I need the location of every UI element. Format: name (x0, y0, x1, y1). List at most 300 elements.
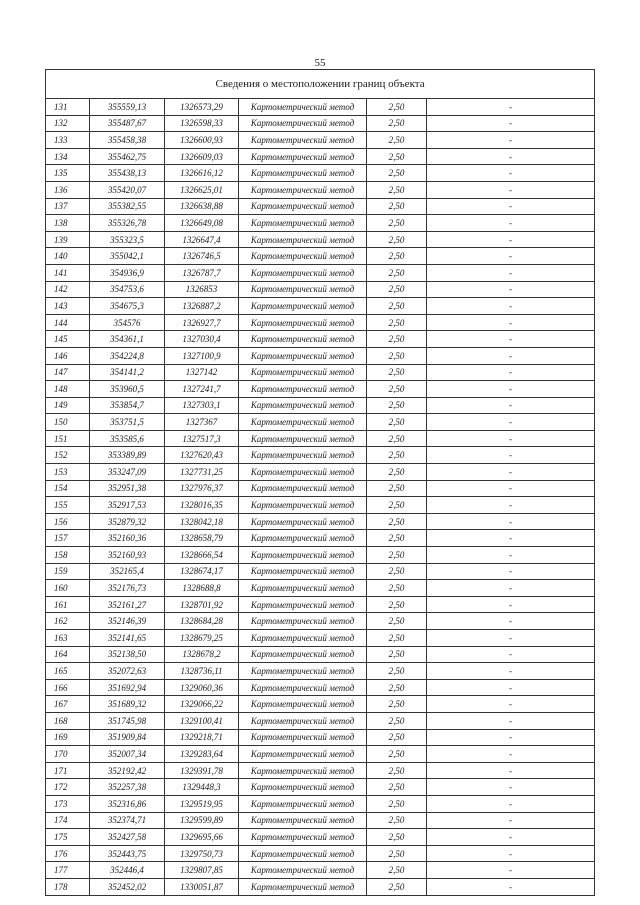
accuracy-cell: 2,50 (367, 298, 427, 315)
y-coordinate-cell: 1328684,28 (165, 613, 239, 630)
table-row (46, 547, 595, 564)
point-number-cell: 155 (46, 497, 90, 514)
point-number-cell: 178 (46, 878, 90, 895)
method-cell: Картометрический метод (239, 829, 367, 846)
method-cell: Картометрический метод (239, 795, 367, 812)
method-cell: Картометрический метод (239, 381, 367, 398)
table-row (46, 115, 595, 132)
accuracy-cell: 2,50 (367, 198, 427, 215)
table-row (46, 663, 595, 680)
method-cell: Картометрический метод (239, 215, 367, 232)
x-coordinate-cell: 355323,5 (90, 231, 165, 248)
x-coordinate-cell: 353854,7 (90, 397, 165, 414)
method-cell: Картометрический метод (239, 746, 367, 763)
table-row (46, 198, 595, 215)
table-row (46, 580, 595, 597)
note-cell: - (427, 497, 595, 514)
y-coordinate-cell: 1329599,89 (165, 812, 239, 829)
note-cell: - (427, 115, 595, 132)
accuracy-cell: 2,50 (367, 779, 427, 796)
table-row (46, 530, 595, 547)
method-cell: Картометрический метод (239, 596, 367, 613)
accuracy-cell: 2,50 (367, 364, 427, 381)
point-number-cell: 166 (46, 679, 90, 696)
x-coordinate-cell: 354361,1 (90, 331, 165, 348)
accuracy-cell: 2,50 (367, 729, 427, 746)
point-number-cell: 156 (46, 513, 90, 530)
y-coordinate-cell: 1327367 (165, 414, 239, 431)
method-cell: Картометрический метод (239, 331, 367, 348)
y-coordinate-cell: 1329391,78 (165, 762, 239, 779)
note-cell: - (427, 746, 595, 763)
note-cell: - (427, 563, 595, 580)
table-row (46, 596, 595, 613)
note-cell: - (427, 630, 595, 647)
point-number-cell: 131 (46, 99, 90, 116)
note-cell: - (427, 663, 595, 680)
table-row (46, 181, 595, 198)
accuracy-cell: 2,50 (367, 762, 427, 779)
x-coordinate-cell: 352452,02 (90, 878, 165, 895)
table-row (46, 845, 595, 862)
method-cell: Картометрический метод (239, 762, 367, 779)
method-cell: Картометрический метод (239, 862, 367, 879)
note-cell: - (427, 829, 595, 846)
table-row (46, 397, 595, 414)
x-coordinate-cell: 352007,34 (90, 746, 165, 763)
point-number-cell: 159 (46, 563, 90, 580)
point-number-cell: 172 (46, 779, 90, 796)
y-coordinate-cell: 1326616,12 (165, 165, 239, 182)
table-row (46, 331, 595, 348)
method-cell: Картометрический метод (239, 298, 367, 315)
table-row (46, 613, 595, 630)
note-cell: - (427, 795, 595, 812)
y-coordinate-cell: 1328016,35 (165, 497, 239, 514)
point-number-cell: 146 (46, 347, 90, 364)
x-coordinate-cell: 353585,6 (90, 430, 165, 447)
y-coordinate-cell: 1327976,37 (165, 480, 239, 497)
note-cell: - (427, 580, 595, 597)
note-cell: - (427, 248, 595, 265)
point-number-cell: 152 (46, 447, 90, 464)
y-coordinate-cell: 1327100,9 (165, 347, 239, 364)
method-cell: Картометрический метод (239, 513, 367, 530)
accuracy-cell: 2,50 (367, 663, 427, 680)
accuracy-cell: 2,50 (367, 795, 427, 812)
y-coordinate-cell: 1329060,36 (165, 679, 239, 696)
accuracy-cell: 2,50 (367, 712, 427, 729)
note-cell: - (427, 729, 595, 746)
point-number-cell: 132 (46, 115, 90, 132)
y-coordinate-cell: 1326746,5 (165, 248, 239, 265)
note-cell: - (427, 430, 595, 447)
note-cell: - (427, 215, 595, 232)
accuracy-cell: 2,50 (367, 497, 427, 514)
method-cell: Картометрический метод (239, 712, 367, 729)
table-row (46, 264, 595, 281)
y-coordinate-cell: 1326609,03 (165, 148, 239, 165)
x-coordinate-cell: 355458,38 (90, 132, 165, 149)
method-cell: Картометрический метод (239, 878, 367, 895)
accuracy-cell: 2,50 (367, 845, 427, 862)
x-coordinate-cell: 354576 (90, 314, 165, 331)
point-number-cell: 165 (46, 663, 90, 680)
table-row (46, 381, 595, 398)
point-number-cell: 148 (46, 381, 90, 398)
note-cell: - (427, 281, 595, 298)
table-row (46, 862, 595, 879)
y-coordinate-cell: 1329218,71 (165, 729, 239, 746)
note-cell: - (427, 613, 595, 630)
table-row (46, 430, 595, 447)
page-number: 55 (314, 57, 326, 69)
method-cell: Картометрический метод (239, 231, 367, 248)
table-row (46, 696, 595, 713)
x-coordinate-cell: 352951,38 (90, 480, 165, 497)
point-number-cell: 135 (46, 165, 90, 182)
note-cell: - (427, 99, 595, 116)
accuracy-cell: 2,50 (367, 613, 427, 630)
y-coordinate-cell: 1326853 (165, 281, 239, 298)
method-cell: Картометрический метод (239, 99, 367, 116)
method-cell: Картометрический метод (239, 812, 367, 829)
x-coordinate-cell: 352316,86 (90, 795, 165, 812)
x-coordinate-cell: 353389,89 (90, 447, 165, 464)
accuracy-cell: 2,50 (367, 314, 427, 331)
accuracy-cell: 2,50 (367, 165, 427, 182)
method-cell: Картометрический метод (239, 198, 367, 215)
y-coordinate-cell: 1326787,7 (165, 264, 239, 281)
accuracy-cell: 2,50 (367, 862, 427, 879)
x-coordinate-cell: 355042,1 (90, 248, 165, 265)
table-row (46, 464, 595, 481)
method-cell: Картометрический метод (239, 264, 367, 281)
point-number-cell: 139 (46, 231, 90, 248)
point-number-cell: 175 (46, 829, 90, 846)
y-coordinate-cell: 1328674,17 (165, 563, 239, 580)
point-number-cell: 174 (46, 812, 90, 829)
method-cell: Картометрический метод (239, 364, 367, 381)
x-coordinate-cell: 352160,93 (90, 547, 165, 564)
x-coordinate-cell: 352160,36 (90, 530, 165, 547)
x-coordinate-cell: 352161,27 (90, 596, 165, 613)
table-row (46, 347, 595, 364)
accuracy-cell: 2,50 (367, 99, 427, 116)
note-cell: - (427, 547, 595, 564)
y-coordinate-cell: 1327142 (165, 364, 239, 381)
table-row (46, 779, 595, 796)
accuracy-cell: 2,50 (367, 464, 427, 481)
method-cell: Картометрический метод (239, 464, 367, 481)
table-row (46, 364, 595, 381)
y-coordinate-cell: 1326600,93 (165, 132, 239, 149)
x-coordinate-cell: 351692,94 (90, 679, 165, 696)
accuracy-cell: 2,50 (367, 331, 427, 348)
point-number-cell: 143 (46, 298, 90, 315)
x-coordinate-cell: 352917,53 (90, 497, 165, 514)
y-coordinate-cell: 1326598,33 (165, 115, 239, 132)
table-row (46, 563, 595, 580)
point-number-cell: 162 (46, 613, 90, 630)
note-cell: - (427, 862, 595, 879)
note-cell: - (427, 530, 595, 547)
accuracy-cell: 2,50 (367, 264, 427, 281)
point-number-cell: 149 (46, 397, 90, 414)
point-number-cell: 137 (46, 198, 90, 215)
x-coordinate-cell: 354224,8 (90, 347, 165, 364)
method-cell: Картометрический метод (239, 729, 367, 746)
x-coordinate-cell: 351745,98 (90, 712, 165, 729)
point-number-cell: 161 (46, 596, 90, 613)
table-row (46, 231, 595, 248)
note-cell: - (427, 712, 595, 729)
accuracy-cell: 2,50 (367, 812, 427, 829)
y-coordinate-cell: 1328666,54 (165, 547, 239, 564)
method-cell: Картометрический метод (239, 779, 367, 796)
point-number-cell: 177 (46, 862, 90, 879)
x-coordinate-cell: 353751,5 (90, 414, 165, 431)
note-cell: - (427, 414, 595, 431)
method-cell: Картометрический метод (239, 165, 367, 182)
table-row (46, 812, 595, 829)
method-cell: Картометрический метод (239, 580, 367, 597)
point-number-cell: 169 (46, 729, 90, 746)
y-coordinate-cell: 1329695,66 (165, 829, 239, 846)
note-cell: - (427, 381, 595, 398)
method-cell: Картометрический метод (239, 248, 367, 265)
table-row (46, 99, 595, 116)
accuracy-cell: 2,50 (367, 397, 427, 414)
note-cell: - (427, 596, 595, 613)
y-coordinate-cell: 1326638,88 (165, 198, 239, 215)
y-coordinate-cell: 1327030,4 (165, 331, 239, 348)
note-cell: - (427, 314, 595, 331)
note-cell: - (427, 364, 595, 381)
accuracy-cell: 2,50 (367, 563, 427, 580)
point-number-cell: 153 (46, 464, 90, 481)
y-coordinate-cell: 1327241,7 (165, 381, 239, 398)
x-coordinate-cell: 352192,42 (90, 762, 165, 779)
table-row (46, 746, 595, 763)
y-coordinate-cell: 1326647,4 (165, 231, 239, 248)
y-coordinate-cell: 1328658,79 (165, 530, 239, 547)
note-cell: - (427, 165, 595, 182)
method-cell: Картометрический метод (239, 115, 367, 132)
y-coordinate-cell: 1328736,11 (165, 663, 239, 680)
y-coordinate-cell: 1327303,1 (165, 397, 239, 414)
method-cell: Картометрический метод (239, 480, 367, 497)
note-cell: - (427, 132, 595, 149)
x-coordinate-cell: 352427,58 (90, 829, 165, 846)
note-cell: - (427, 347, 595, 364)
table-row (46, 414, 595, 431)
y-coordinate-cell: 1330051,87 (165, 878, 239, 895)
note-cell: - (427, 812, 595, 829)
point-number-cell: 145 (46, 331, 90, 348)
table-row (46, 314, 595, 331)
table-row (46, 878, 595, 895)
x-coordinate-cell: 355487,67 (90, 115, 165, 132)
accuracy-cell: 2,50 (367, 513, 427, 530)
point-number-cell: 170 (46, 746, 90, 763)
x-coordinate-cell: 355462,75 (90, 148, 165, 165)
method-cell: Картометрический метод (239, 530, 367, 547)
table-row (46, 762, 595, 779)
accuracy-cell: 2,50 (367, 347, 427, 364)
note-cell: - (427, 148, 595, 165)
accuracy-cell: 2,50 (367, 281, 427, 298)
point-number-cell: 147 (46, 364, 90, 381)
table-row (46, 646, 595, 663)
method-cell: Картометрический метод (239, 148, 367, 165)
y-coordinate-cell: 1326573,29 (165, 99, 239, 116)
note-cell: - (427, 198, 595, 215)
note-cell: - (427, 464, 595, 481)
x-coordinate-cell: 352138,50 (90, 646, 165, 663)
x-coordinate-cell: 352443,75 (90, 845, 165, 862)
x-coordinate-cell: 352374,71 (90, 812, 165, 829)
y-coordinate-cell: 1326927,7 (165, 314, 239, 331)
y-coordinate-cell: 1329807,85 (165, 862, 239, 879)
point-number-cell: 138 (46, 215, 90, 232)
y-coordinate-cell: 1329448,3 (165, 779, 239, 796)
accuracy-cell: 2,50 (367, 381, 427, 398)
table-title: Сведения о местоположении границ объекта (46, 70, 595, 99)
method-cell: Картометрический метод (239, 845, 367, 862)
x-coordinate-cell: 355420,07 (90, 181, 165, 198)
boundary-coordinates-table (45, 69, 595, 896)
method-cell: Картометрический метод (239, 397, 367, 414)
x-coordinate-cell: 354141,2 (90, 364, 165, 381)
accuracy-cell: 2,50 (367, 480, 427, 497)
point-number-cell: 176 (46, 845, 90, 862)
accuracy-cell: 2,50 (367, 181, 427, 198)
point-number-cell: 136 (46, 181, 90, 198)
method-cell: Картометрический метод (239, 547, 367, 564)
accuracy-cell: 2,50 (367, 115, 427, 132)
table-row (46, 712, 595, 729)
method-cell: Картометрический метод (239, 663, 367, 680)
point-number-cell: 142 (46, 281, 90, 298)
y-coordinate-cell: 1326649,08 (165, 215, 239, 232)
accuracy-cell: 2,50 (367, 215, 427, 232)
y-coordinate-cell: 1328678,2 (165, 646, 239, 663)
y-coordinate-cell: 1329100,41 (165, 712, 239, 729)
point-number-cell: 163 (46, 630, 90, 647)
table-row (46, 132, 595, 149)
x-coordinate-cell: 353960,5 (90, 381, 165, 398)
accuracy-cell: 2,50 (367, 696, 427, 713)
accuracy-cell: 2,50 (367, 596, 427, 613)
accuracy-cell: 2,50 (367, 829, 427, 846)
y-coordinate-cell: 1326887,2 (165, 298, 239, 315)
point-number-cell: 167 (46, 696, 90, 713)
point-number-cell: 173 (46, 795, 90, 812)
table-row (46, 248, 595, 265)
point-number-cell: 164 (46, 646, 90, 663)
note-cell: - (427, 331, 595, 348)
x-coordinate-cell: 354675,3 (90, 298, 165, 315)
accuracy-cell: 2,50 (367, 630, 427, 647)
x-coordinate-cell: 354936,9 (90, 264, 165, 281)
note-cell: - (427, 513, 595, 530)
method-cell: Картометрический метод (239, 430, 367, 447)
y-coordinate-cell: 1327517,3 (165, 430, 239, 447)
y-coordinate-cell: 1326625,01 (165, 181, 239, 198)
note-cell: - (427, 447, 595, 464)
method-cell: Картометрический метод (239, 613, 367, 630)
accuracy-cell: 2,50 (367, 646, 427, 663)
x-coordinate-cell: 352879,32 (90, 513, 165, 530)
x-coordinate-cell: 352072,63 (90, 663, 165, 680)
method-cell: Картометрический метод (239, 447, 367, 464)
y-coordinate-cell: 1328679,25 (165, 630, 239, 647)
note-cell: - (427, 264, 595, 281)
table-row (46, 298, 595, 315)
x-coordinate-cell: 355382,55 (90, 198, 165, 215)
x-coordinate-cell: 355559,13 (90, 99, 165, 116)
point-number-cell: 141 (46, 264, 90, 281)
point-number-cell: 160 (46, 580, 90, 597)
note-cell: - (427, 298, 595, 315)
point-number-cell: 133 (46, 132, 90, 149)
note-cell: - (427, 779, 595, 796)
y-coordinate-cell: 1328688,8 (165, 580, 239, 597)
point-number-cell: 158 (46, 547, 90, 564)
x-coordinate-cell: 352141,65 (90, 630, 165, 647)
accuracy-cell: 2,50 (367, 679, 427, 696)
x-coordinate-cell: 355438,13 (90, 165, 165, 182)
table-row (46, 215, 595, 232)
accuracy-cell: 2,50 (367, 414, 427, 431)
table-body (46, 70, 595, 896)
point-number-cell: 168 (46, 712, 90, 729)
accuracy-cell: 2,50 (367, 580, 427, 597)
note-cell: - (427, 696, 595, 713)
y-coordinate-cell: 1329519,95 (165, 795, 239, 812)
note-cell: - (427, 181, 595, 198)
method-cell: Картометрический метод (239, 314, 367, 331)
method-cell: Картометрический метод (239, 281, 367, 298)
note-cell: - (427, 231, 595, 248)
table-row (46, 729, 595, 746)
table-row (46, 497, 595, 514)
y-coordinate-cell: 1328701,92 (165, 596, 239, 613)
note-cell: - (427, 679, 595, 696)
point-number-cell: 150 (46, 414, 90, 431)
table-row (46, 513, 595, 530)
accuracy-cell: 2,50 (367, 530, 427, 547)
y-coordinate-cell: 1327620,43 (165, 447, 239, 464)
method-cell: Картометрический метод (239, 679, 367, 696)
accuracy-cell: 2,50 (367, 132, 427, 149)
table-row (46, 829, 595, 846)
method-cell: Картометрический метод (239, 646, 367, 663)
point-number-cell: 154 (46, 480, 90, 497)
accuracy-cell: 2,50 (367, 547, 427, 564)
table-row (46, 148, 595, 165)
x-coordinate-cell: 354753,6 (90, 281, 165, 298)
table-row (46, 480, 595, 497)
table-row (46, 447, 595, 464)
note-cell: - (427, 845, 595, 862)
x-coordinate-cell: 352146,39 (90, 613, 165, 630)
x-coordinate-cell: 352176,73 (90, 580, 165, 597)
x-coordinate-cell: 351909,84 (90, 729, 165, 746)
accuracy-cell: 2,50 (367, 231, 427, 248)
accuracy-cell: 2,50 (367, 430, 427, 447)
